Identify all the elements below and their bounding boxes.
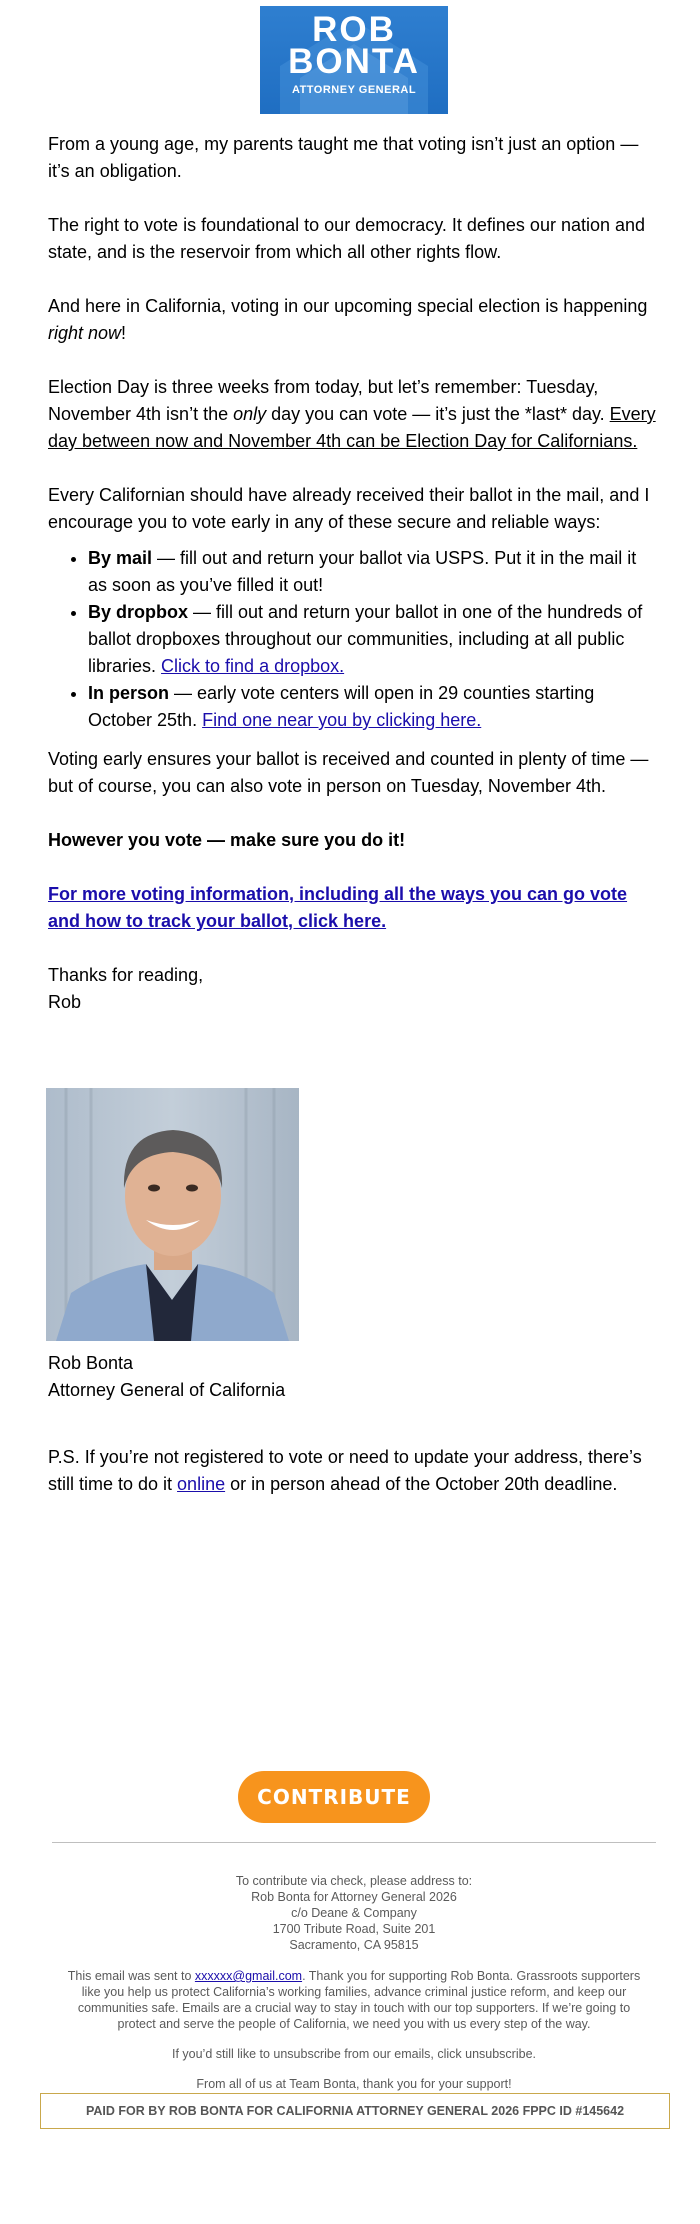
contribute-button[interactable]: CONTRIBUTE — [238, 1771, 430, 1823]
paragraph-right-to-vote: The right to vote is foundational to our democracy. It defines our nation and state, and is the reservoir from which all other rights flow. — [48, 215, 646, 262]
team-thanks-text: From all of us at Team Bonta, thank you for your support! — [196, 2077, 512, 2091]
voting-methods-list — [48, 545, 660, 734]
paragraph-text: Election Day is three weeks from today, but let’s remember: Tuesday, November 4th isn’t the — [48, 377, 599, 424]
underlined-every-day: Every day between now and November 4th can be Election Day for Californians. — [48, 404, 656, 451]
address-line: Rob Bonta for Attorney General 2026 — [251, 1890, 457, 1904]
logo-line-rob: ROB — [312, 10, 396, 49]
address-line: 1700 Tribute Road, Suite 201 — [272, 1922, 436, 1936]
email-body — [48, 131, 660, 1016]
address-line: c/o Deane & Company — [291, 1906, 417, 1920]
notice-text: This email was sent to — [67, 1969, 195, 1983]
method-text: — fill out and return your ballot via USPS. Put it in the mail it as soon as you’ve filled it out! — [88, 548, 637, 595]
list-item-in-person — [88, 680, 660, 734]
signoff-name: Rob — [48, 992, 82, 1012]
rob-bonta-photo — [46, 1088, 299, 1341]
paragraph-however-you-vote — [48, 827, 660, 854]
address-line: Sacramento, CA 95815 — [289, 1938, 419, 1952]
find-dropbox-link[interactable]: Click to find a dropbox. — [161, 656, 345, 676]
paragraph-young-age: From a young age, my parents taught me that voting isn’t just an option — it’s an obligation. — [48, 134, 639, 181]
paid-for-disclaimer: PAID FOR BY ROB BONTA FOR CALIFORNIA ATTORNEY GENERAL 2026 FPPC ID #145642 — [40, 2093, 670, 2129]
email-notice — [60, 1968, 648, 2032]
signature-name: Rob Bonta — [48, 1353, 134, 1373]
paragraph-voting-early: Voting early ensures your ballot is received and counted in plenty of time — but of course, you can also vote in person on Tuesday, November 4th. — [48, 749, 649, 796]
logo-line-attorney-general: ATTORNEY GENERAL — [291, 84, 417, 96]
recipient-email-link[interactable]: xxxxxx@gmail.com — [194, 1969, 303, 1983]
thanks-text: Thanks for reading, — [48, 965, 204, 985]
method-label: In person — [88, 683, 170, 703]
emphasis-right-now: right now — [48, 323, 122, 343]
paragraph-sign-off — [48, 962, 660, 1016]
find-vote-center-link[interactable]: Find one near you by clicking here. — [202, 710, 482, 730]
method-text: — early vote centers will open in 29 counties starting October 25th. — [88, 683, 595, 730]
signature-block — [48, 1350, 285, 1404]
register-online-link[interactable]: online — [177, 1474, 226, 1494]
method-label: By mail — [88, 548, 153, 568]
paragraph-election-day — [48, 374, 660, 455]
footer-divider — [52, 1842, 656, 1843]
signature-title: Attorney General of California — [48, 1380, 286, 1400]
voting-info-link[interactable]: For more voting information, including all the ways you can go vote and how to track your ballot, click here. — [48, 884, 628, 931]
campaign-logo[interactable] — [260, 6, 448, 114]
list-item-by-dropbox — [88, 599, 660, 680]
paragraph-california-election — [48, 293, 660, 347]
emphasis-only: only — [233, 404, 267, 424]
ps-text: P.S. If you’re not registered to vote or need to update your address, there’s still time to do it — [48, 1447, 642, 1494]
bold-however-you-vote: However you vote — make sure you do it! — [48, 830, 406, 850]
ps-text-end: or in person ahead of the October 20th deadline. — [225, 1474, 618, 1494]
list-item-by-mail — [88, 545, 660, 599]
paragraph-text: ! — [121, 323, 127, 343]
method-text: — fill out and return your ballot in one of the hundreds of ballot dropboxes throughout our communities, including at all public libraries. — [88, 602, 643, 676]
notice-text: . Thank you for supporting Rob Bonta. Grassroots supporters like you help us protect California’s working families, advance criminal justice reform, and keep our communities safe. Emails are a crucial way to stay in touch with our top supporters. If we’re going to protect and serve the people of California, we need you with us every step of the way. — [77, 1969, 641, 2031]
check-address-block — [60, 1873, 648, 1953]
paragraph-text: day you can vote — it’s just the *last* day. — [266, 404, 610, 424]
postscript — [48, 1444, 660, 1498]
paragraph-text: And here in California, voting in our upcoming special election is happening — [48, 296, 648, 316]
paragraph-more-info — [48, 881, 660, 935]
method-label: By dropbox — [88, 602, 189, 622]
logo-line-bonta: BONTA — [288, 42, 420, 81]
address-line: To contribute via check, please address to: — [235, 1874, 473, 1888]
paragraph-ballot-received: Every Californian should have already received their ballot in the mail, and I encourage you to vote early in any of these secure and reliable ways: — [48, 485, 650, 532]
unsubscribe-text[interactable]: If you’d still like to unsubscribe from our emails, click unsubscribe. — [171, 2047, 537, 2061]
